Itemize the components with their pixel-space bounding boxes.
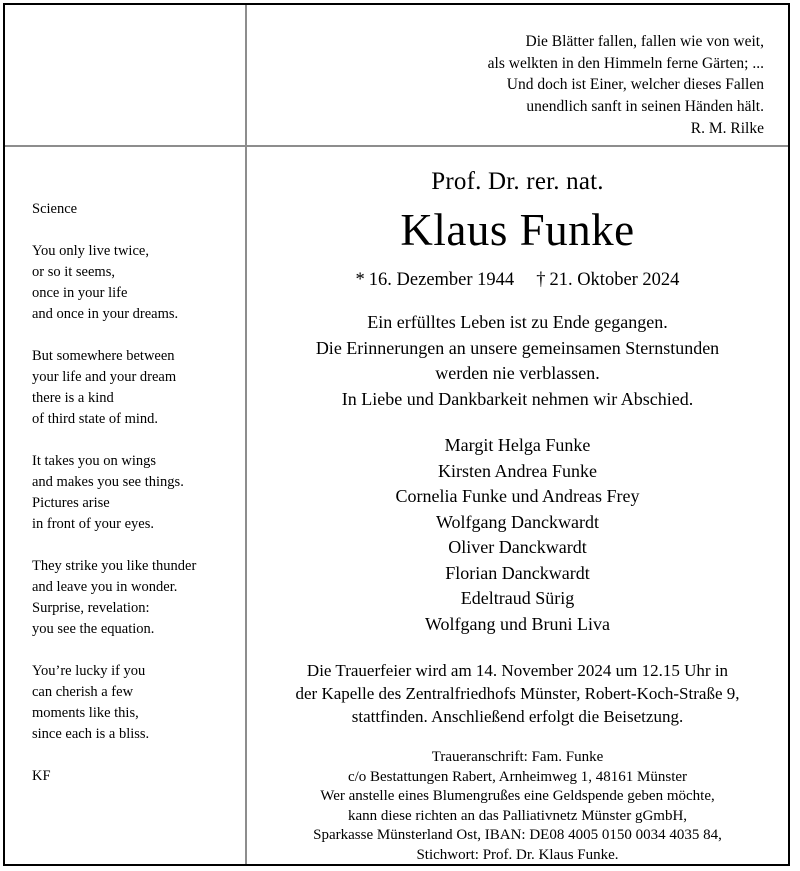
- epigraph-attribution: R. M. Rilke: [690, 120, 764, 137]
- mourner-name: Kirsten Andrea Funke: [438, 460, 597, 481]
- side-poem-line: You’re lucky if you: [32, 663, 146, 679]
- mourner-name: Edeltraud Sürig: [460, 588, 575, 608]
- side-poem-stanza: [32, 346, 233, 430]
- birth-date-group: [356, 270, 515, 290]
- memorial-text-line: werden nie verblassen.: [435, 363, 600, 383]
- memorial-text: [261, 310, 774, 412]
- side-poem-line: your life and your dream: [32, 369, 177, 385]
- memorial-text-line: Ein erfülltes Leben ist zu Ende gegangen.: [367, 312, 668, 332]
- life-dates: [261, 267, 774, 293]
- side-poem-line: You only live twice,: [32, 243, 149, 259]
- deceased-honorific: Prof. Dr. rer. nat.: [431, 168, 604, 195]
- side-poem-line: in front of your eyes.: [32, 516, 155, 532]
- side-poem-line: since each is a bliss.: [32, 726, 150, 742]
- side-poem-line: can cherish a few: [32, 684, 134, 700]
- side-poem-line: Pictures arise: [32, 495, 110, 511]
- epigraph-line: als welkten in den Himmeln ferne Gärten; ...: [487, 54, 764, 72]
- death-date: 21. Oktober 2024: [549, 270, 680, 290]
- side-poem-line: there is a kind: [32, 390, 114, 406]
- mourner-name: Cornelia Funke und Andreas Frey: [395, 486, 640, 506]
- side-poem-line: and once in your dreams.: [32, 306, 179, 322]
- details-line: Wer anstelle eines Blumengrußes eine Geldspende geben möchte,: [320, 788, 715, 804]
- epigraph-block: [247, 5, 788, 145]
- side-poem-line: and leave you in wonder.: [32, 579, 178, 595]
- side-poem-line: But somewhere between: [32, 348, 175, 364]
- side-poem-line: moments like this,: [32, 705, 139, 721]
- side-poem-title: Science: [32, 201, 78, 217]
- side-poem-line: or so it seems,: [32, 264, 115, 280]
- details-line-iban: Sparkasse Münsterland Ost, IBAN: DE08 4005 0150 0034 4035 84,: [313, 827, 722, 843]
- mourner-name: Margit Helga Funke: [444, 435, 591, 455]
- service-info-line: stattfinden. Anschließend erfolgt die Beisetzung.: [351, 707, 684, 726]
- side-poem-stanza: [32, 241, 233, 325]
- memorial-main-block: [247, 147, 788, 864]
- side-poem-signature: KF: [32, 768, 51, 784]
- side-poem-stanza: [32, 451, 233, 535]
- epigraph-line: unendlich sanft in seinen Händen hält.: [526, 97, 764, 115]
- epigraph-line: Und doch ist Einer, welcher dieses Fallen: [506, 76, 764, 93]
- epigraph-line: Die Blätter fallen, fallen wie von weit,: [525, 33, 764, 50]
- birth-star-icon: *: [355, 270, 365, 290]
- service-info-line: Die Trauerfeier wird am 14. November 2024 um 12.15 Uhr in: [306, 661, 729, 680]
- details-line: Traueranschrift: Fam. Funke: [431, 749, 604, 765]
- details-line: c/o Bestattungen Rabert, Arnheimweg 1, 48161 Münster: [347, 768, 688, 785]
- side-poem-line: It takes you on wings: [32, 453, 157, 469]
- mourner-name: Florian Danckwardt: [445, 562, 590, 583]
- side-poem-line: you see the equation.: [32, 621, 155, 637]
- side-poem-line: Surprise, revelation:: [32, 600, 150, 616]
- side-poem-stanza: [32, 661, 233, 745]
- contact-and-donation-info: [261, 748, 774, 865]
- birth-date: 16. Dezember 1944: [368, 270, 515, 290]
- deceased-name: Klaus Funke: [400, 205, 635, 255]
- side-poem-line: and makes you see things.: [32, 474, 184, 490]
- death-date-group: [536, 270, 679, 290]
- mourner-name: Oliver Danckwardt: [448, 537, 587, 557]
- details-line: kann diese richten an das Palliativnetz Münster gGmbH,: [347, 807, 688, 824]
- details-line: Stichwort: Prof. Dr. Klaus Funke.: [416, 846, 619, 863]
- memorial-text-line: In Liebe und Dankbarkeit nehmen wir Abschied.: [341, 388, 694, 409]
- side-poem-stanza: [32, 556, 233, 640]
- side-poem-line: They strike you like thunder: [32, 558, 197, 574]
- mourner-name: Wolfgang und Bruni Liva: [424, 613, 611, 634]
- top-left-blank-cell: [5, 5, 245, 145]
- death-cross-icon: †: [536, 270, 546, 290]
- mourner-name: Wolfgang Danckwardt: [436, 511, 599, 532]
- side-poem-line: once in your life: [32, 285, 128, 301]
- side-poem-block: [5, 147, 245, 864]
- side-poem-line: of third state of mind.: [32, 411, 159, 427]
- funeral-service-info: [261, 659, 774, 728]
- service-info-line: der Kapelle des Zentralfriedhofs Münster, Robert-Koch-Straße 9,: [295, 684, 740, 703]
- memorial-text-line: Die Erinnerungen an unsere gemeinsamen Sternstunden: [315, 337, 720, 358]
- mourners-list: [261, 433, 774, 637]
